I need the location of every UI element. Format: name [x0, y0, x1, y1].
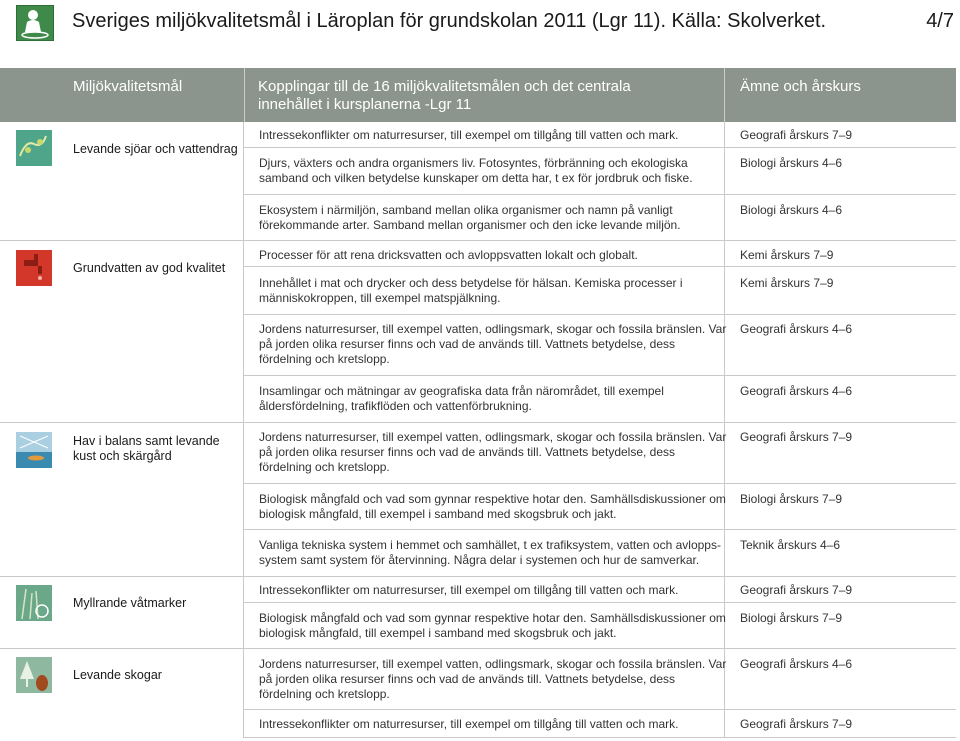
row-text: Innehållet i mat och drycker och dess betydelse för hälsan. Kemiska processer i människokroppen, till exempel matspjälkning. [259, 276, 683, 305]
row-text: Intressekonflikter om naturresurser, till exempel om tillgång till vatten och mark. [259, 583, 679, 597]
table-row [244, 148, 956, 195]
row-text: Jordens naturresurser, till exempel vatten, odlingsmark, skogar och fossila bränslen. Var på jorden olika resurser finns och vad de används till. Vattnets betydelse, dess fördelning och kretslopp. [259, 430, 727, 474]
category-label: Levande skogar [73, 668, 162, 682]
table-row [244, 122, 956, 148]
row-subject: Geografi årskurs 7–9 [740, 430, 853, 444]
row-subject: Biologi årskurs 7–9 [740, 492, 843, 506]
wetland-icon [16, 585, 52, 621]
row-subject: Geografi årskurs 7–9 [740, 128, 853, 142]
header-divider [724, 68, 725, 122]
row-text: Jordens naturresurser, till exempel vatten, odlingsmark, skogar och fossila bränslen. Var på jorden olika resurser finns och vad de används till. Vattnets betydelse, dess fördelning och kretslopp. [259, 322, 727, 366]
column-header-subject: Ämne och årskurs [740, 78, 861, 95]
table-row [244, 603, 956, 649]
table-row [244, 267, 956, 315]
row-subject: Biologi årskurs 7–9 [740, 611, 843, 625]
table-row [244, 649, 956, 710]
table-row [244, 484, 956, 530]
category-label: Myllrande våtmarker [73, 596, 187, 610]
column-header-goal: Miljökvalitetsmål [73, 78, 183, 95]
table-row [244, 530, 956, 577]
row-text: Biologisk mångfald och vad som gynnar respektive hotar den. Samhällsdiskussioner om biologisk mångfald, till exempel i samband med skogsbruk och jakt. [259, 611, 726, 640]
table-row [244, 423, 956, 484]
row-text: Djurs, växters och andra organismers liv. Fotosyntes, förbränning och ekologiska samband och vilken betydelse kunskaper om detta har, t ex för jordbruk och fiske. [259, 156, 693, 185]
category-label: Grundvatten av god kvalitet [73, 261, 226, 275]
logo-icon [16, 5, 54, 41]
row-subject: Kemi årskurs 7–9 [740, 248, 834, 262]
row-subject: Geografi årskurs 7–9 [740, 717, 853, 731]
row-subject: Biologi årskurs 4–6 [740, 203, 843, 217]
row-subject: Geografi årskurs 4–6 [740, 322, 853, 336]
row-subject: Kemi årskurs 7–9 [740, 276, 834, 290]
page-number: 4/7 [926, 10, 954, 32]
table-header [0, 68, 956, 122]
table-row [244, 241, 956, 267]
table-row [244, 376, 956, 423]
table-row [244, 710, 956, 738]
category-divider [0, 648, 243, 649]
row-subject: Biologi årskurs 4–6 [740, 156, 843, 170]
category-divider [0, 576, 243, 577]
row-text: Ekosystem i närmiljön, samband mellan olika organismer och namn på vanligt förekommande arter. Samband mellan organismer och den icke levande miljön. [259, 203, 681, 232]
row-text: Processer för att rena dricksvatten och avloppsvatten lokalt och globalt. [259, 248, 638, 262]
row-subject: Geografi årskurs 7–9 [740, 583, 853, 597]
category-label: Hav i balans samt levande kust och skärgård [73, 434, 220, 463]
faucet-icon [16, 250, 52, 286]
category-divider [0, 240, 243, 241]
category-divider [0, 422, 243, 423]
table-row [244, 315, 956, 376]
row-subject: Teknik årskurs 4–6 [740, 538, 841, 552]
page-title: Sveriges miljökvalitetsmål i Läroplan för grundskolan 2011 (Lgr 11). Källa: Skolverket. [72, 10, 827, 32]
row-text: Biologisk mångfald och vad som gynnar respektive hotar den. Samhällsdiskussioner om biologisk mångfald, till exempel i samband med skogsbruk och jakt. [259, 492, 726, 521]
category-label: Levande sjöar och vattendrag [73, 142, 238, 156]
forest-icon [16, 657, 52, 693]
header-divider [244, 68, 245, 122]
column-header-connections: Kopplingar till de 16 miljökvalitetsmålen och det centrala innehållet i kursplanerna -Lgr 11 [258, 78, 631, 113]
row-subject: Geografi årskurs 4–6 [740, 384, 853, 398]
row-text: Jordens naturresurser, till exempel vatten, odlingsmark, skogar och fossila bränslen. Var på jorden olika resurser finns och vad de används till. Vattnets betydelse, dess fördelning och kretslopp. [259, 657, 727, 701]
row-text: Insamlingar och mätningar av geografiska data från närområdet, till exempel åldersfördelning, trafikflöden och vattenförbrukning. [259, 384, 664, 413]
row-text: Vanliga tekniska system i hemmet och samhället, t ex trafiksystem, vatten och avlopps-system samt system för återvinning. Några delar i systemen och hur de samverkar. [259, 538, 721, 567]
table-row [244, 577, 956, 603]
row-text: Intressekonflikter om naturresurser, till exempel om tillgång till vatten och mark. [259, 128, 679, 142]
table-row [244, 195, 956, 241]
row-subject: Geografi årskurs 4–6 [740, 657, 853, 671]
sea-icon [16, 432, 52, 468]
lake-icon [16, 130, 52, 166]
row-text: Intressekonflikter om naturresurser, till exempel om tillgång till vatten och mark. [259, 717, 679, 731]
